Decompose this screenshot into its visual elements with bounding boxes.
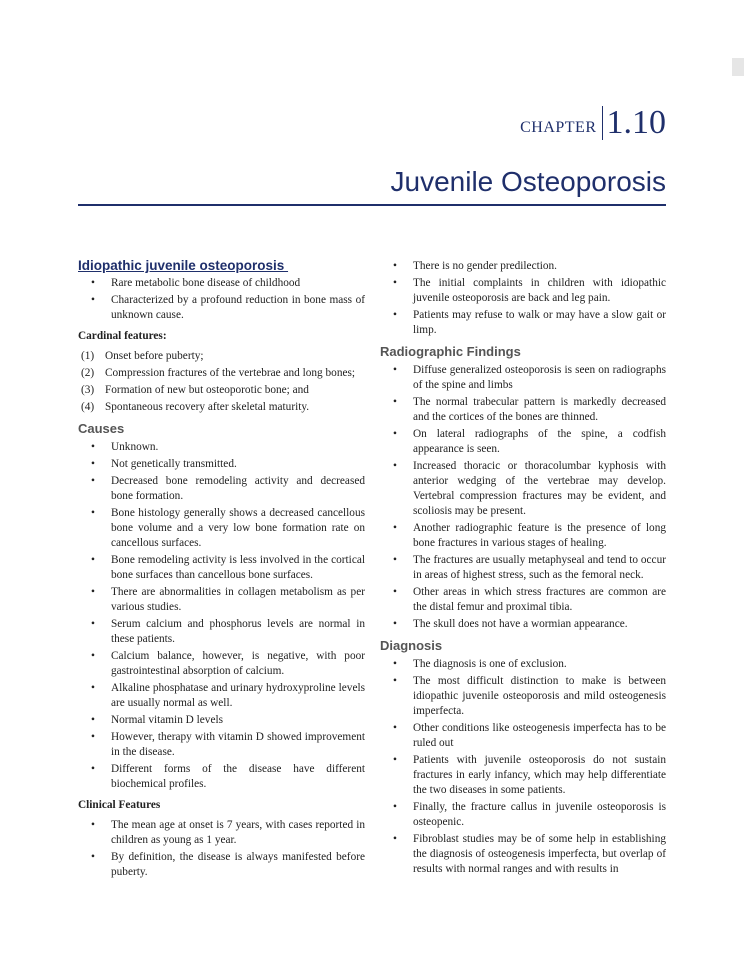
section-heading-idiopathic: Idiopathic juvenile osteoporosis <box>78 258 289 273</box>
list-item: • The most difficult distinction to make is between idiopathic juvenile osteoporosis and mild osteogenesis imperfecta. <box>380 674 666 719</box>
section-heading-diagnosis: Diagnosis <box>380 638 443 653</box>
list-item: • Not genetically transmitted. <box>78 457 365 472</box>
list-item: • Characterized by a profound reduction in bone mass of unknown cause. <box>78 293 365 323</box>
section-heading-causes: Causes <box>78 421 125 436</box>
list-item: • There are abnormalities in collagen metabolism as per various studies. <box>78 585 365 615</box>
list-item: • The normal trabecular pattern is markedly decreased and the cortices of the bones are thinned. <box>380 395 666 425</box>
causes-list <box>78 440 365 792</box>
list-item: • Patients may refuse to walk or may have a slow gait or limp. <box>380 308 666 338</box>
list-item <box>78 349 365 364</box>
list-item: • Calcium balance, however, is negative, with poor gastrointestinal absorption of calcium. <box>78 649 365 679</box>
page-title: Juvenile Osteoporosis <box>390 166 666 197</box>
item-text: Compression fractures of the vertebrae and long bones; <box>105 367 356 379</box>
clinical-list-continued <box>380 259 666 338</box>
list-item: • On lateral radiographs of the spine, a codfish appearance is seen. <box>380 427 666 457</box>
cardinal-features-list <box>78 349 365 415</box>
item-number: (1) <box>81 350 95 362</box>
list-item: • Decreased bone remodeling activity and decreased bone formation. <box>78 474 365 504</box>
left-column <box>78 258 365 882</box>
list-item: • The fractures are usually metaphyseal and tend to occur in areas of highest stress, such as the femoral neck. <box>380 553 666 583</box>
list-item: • Diffuse generalized osteoporosis is seen on radiographs of the spine and limbs <box>380 363 666 393</box>
list-item: • Bone remodeling activity is less involved in the cortical bone surfaces than cancellous bone surfaces. <box>78 553 365 583</box>
right-column <box>380 259 666 879</box>
list-item: • The skull does not have a wormian appearance. <box>380 617 666 632</box>
list-item: • Serum calcium and phosphorus levels are normal in these patients. <box>78 617 365 647</box>
page-edge-tab <box>732 58 744 76</box>
cardinal-features-heading: Cardinal features: <box>78 330 167 342</box>
list-item: • Different forms of the disease have different biochemical profiles. <box>78 762 365 792</box>
list-item: • Other conditions like osteogenesis imperfecta has to be ruled out <box>380 721 666 751</box>
list-item: • By definition, the disease is always manifested before puberty. <box>78 850 365 880</box>
list-item: • Bone histology generally shows a decreased cancellous bone volume and a very low bone formation rate on cancellous surfaces. <box>78 506 365 551</box>
diagnosis-list <box>380 657 666 877</box>
list-item: • However, therapy with vitamin D showed improvement in the disease. <box>78 730 365 760</box>
radiographic-list <box>380 363 666 632</box>
item-text: Onset before puberty; <box>105 350 204 362</box>
item-number: (3) <box>81 384 95 396</box>
chapter-divider <box>602 106 603 140</box>
list-item: • Fibroblast studies may be of some help in establishing the diagnosis of osteogenesis imperfecta, but overlap of results with normal ranges and with results in <box>380 832 666 877</box>
list-item <box>78 400 365 415</box>
list-item: • Alkaline phosphatase and urinary hydroxyproline levels are usually normal as well. <box>78 681 365 711</box>
intro-list <box>78 276 365 323</box>
clinical-features-heading: Clinical Features <box>78 799 161 811</box>
item-text: Spontaneous recovery after skeletal maturity. <box>105 401 310 413</box>
list-item: • The diagnosis is one of exclusion. <box>380 657 666 672</box>
chapter-word: CHAPTER <box>520 119 597 136</box>
list-item: • Finally, the fracture callus in juvenile osteoporosis is osteopenic. <box>380 800 666 830</box>
list-item <box>78 366 365 381</box>
item-number: (4) <box>81 401 95 413</box>
list-item: • Rare metabolic bone disease of childhood <box>78 276 365 291</box>
title-rule <box>78 204 666 206</box>
list-item: • Another radiographic feature is the presence of long bone fractures in various stages of healing. <box>380 521 666 551</box>
item-text: Formation of new but osteoporotic bone; and <box>105 384 309 396</box>
clinical-list <box>78 818 365 880</box>
list-item: • There is no gender predilection. <box>380 259 666 274</box>
list-item: • Unknown. <box>78 440 365 455</box>
list-item: • Other areas in which stress fractures are common are the distal femur and proximal tibia. <box>380 585 666 615</box>
section-heading-radiographic: Radiographic Findings <box>380 344 521 359</box>
list-item: • Increased thoracic or thoracolumbar kyphosis with anterior wedging of the vertebrae may develop. Vertebral compression fractures may be evident, and scoliosis may be present. <box>380 459 666 519</box>
list-item: • The initial complaints in children with idiopathic juvenile osteoporosis are back and leg pain. <box>380 276 666 306</box>
chapter-number: 1.10 <box>606 104 666 141</box>
list-item: • The mean age at onset is 7 years, with cases reported in children as young as 1 year. <box>78 818 365 848</box>
list-item <box>78 383 365 398</box>
list-item: • Normal vitamin D levels <box>78 713 365 728</box>
item-number: (2) <box>81 367 95 379</box>
chapter-label <box>520 106 666 140</box>
list-item: • Patients with juvenile osteoporosis do not sustain fractures in early infancy, which may help differentiate the two diseases in some patients. <box>380 753 666 798</box>
